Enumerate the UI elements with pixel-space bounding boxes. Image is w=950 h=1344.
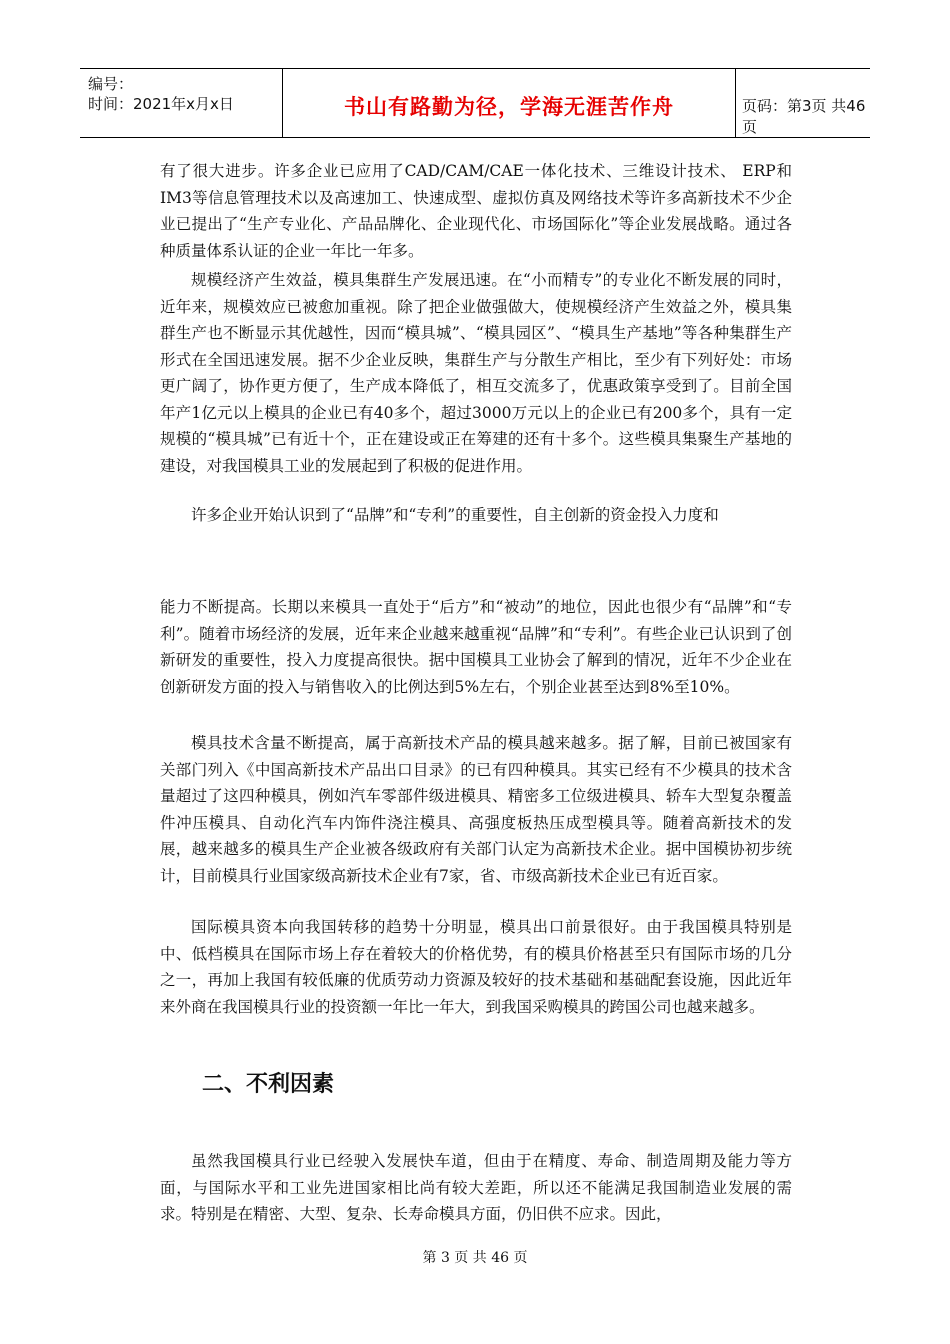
body-paragraph-1: 有了很大进步。许多企业已应用了CAD/CAM/CAE一体化技术、三维设计技术、 ERP和IM3等信息管理技术以及高速加工、快速成型、虚拟仿真及网络技术等许多高新技术不少企业已提出了“生产专业化、产品品牌化、企业现代化、市场国际化”等企业发展战略。通过各种质量体系认证的企业一年比一年多。	[160, 162, 792, 260]
body-paragraph-3: 许多企业开始认识到了“品牌”和“专利”的重要性，自主创新的资金投入力度和	[191, 506, 719, 524]
header-meta-cell	[80, 69, 283, 137]
page-footer: 第 3 页 共 46 页	[422, 1250, 528, 1266]
body-paragraph-2: 规模经济产生效益，模具集群生产发展迅速。在“小而精专”的专业化不断发展的同时，近年来，规模效应已被愈加重视。除了把企业做强做大，使规模经济产生效益之外，模具集群生产也不断显示其优越性，因而“模具城”、“模具园区”、“模具生产基地”等各种集群生产形式在全国迅速发展。据不少企业反映，集群生产与分散生产相比，至少有下列好处：市场更广阔了，协作更方便了，生产成本降低了，相互交流多了，优惠政策享受到了。目前全国年产1亿元以上模具的企业已有40多个，超过3000万元以上的企业已有200多个，具有一定规模的“模具城”已有近十个，正在建设或正在筹建的还有十多个。这些模具集聚生产基地的建设，对我国模具工业的发展起到了积极的促进作用。	[160, 271, 792, 475]
body-paragraph-7: 虽然我国模具行业已经驶入发展快车道，但由于在精度、寿命、制造周期及能力等方面，与国际水平和工业先进国家相比尚有较大差距，所以还不能满足我国制造业发展的需求。特别是在精密、大型、复杂、长寿命模具方面，仍旧供不应求。因此，	[160, 1152, 792, 1223]
document-number-label: 编号：	[88, 75, 134, 93]
page-header	[80, 68, 870, 138]
header-motto: 书山有路勤为径，学海无涯苦作舟	[344, 95, 674, 119]
header-page-info: 页码：第3页 共46页	[742, 97, 866, 136]
body-paragraph-5: 模具技术含量不断提高，属于高新技术产品的模具越来越多。据了解，目前已被国家有关部门列入《中国高新技术产品出口目录》的已有四种模具。其实已经有不少模具的技术含量超过了这四种模具，例如汽车零部件级进模具、精密多工位级进模具、轿车大型复杂覆盖件冲压模具、自动化汽车内饰件浇注模具、高强度板热压成型模具等。随着高新技术的发展，越来越多的模具生产企业被各级政府有关部门认定为高新技术企业。据中国模协初步统计，目前模具行业国家级高新技术企业有7家，省、市级高新技术企业已有近百家。	[160, 734, 792, 885]
body-paragraph-6: 国际模具资本向我国转移的趋势十分明显，模具出口前景很好。由于我国模具特别是中、低档模具在国际市场上存在着较大的价格优势，有的模具价格甚至只有国际市场的几分之一，再加上我国有较低廉的优质劳动力资源及较好的技术基础和基础配套设施，因此近年来外商在我国模具行业的投资额一年比一年大，到我国采购模具的跨国公司也越来越多。	[160, 918, 792, 1016]
body-paragraph-4: 能力不断提高。长期以来模具一直处于“后方”和“被动”的地位，因此也很少有“品牌”和“专利”。随着市场经济的发展，近年来企业越来越重视“品牌”和“专利”。有些企业已认识到了创新研发的重要性，投入力度提高很快。据中国模具工业协会了解到的情况，近年不少企业在创新研发方面的投入与销售收入的比例达到5%左右，个别企业甚至达到8%至10%。	[160, 598, 792, 696]
section-heading: 二、不利因素	[202, 1072, 335, 1097]
header-motto-cell	[283, 69, 736, 137]
document-time-label: 时间：2021年x月x日	[88, 95, 234, 113]
header-page-cell	[736, 69, 870, 137]
